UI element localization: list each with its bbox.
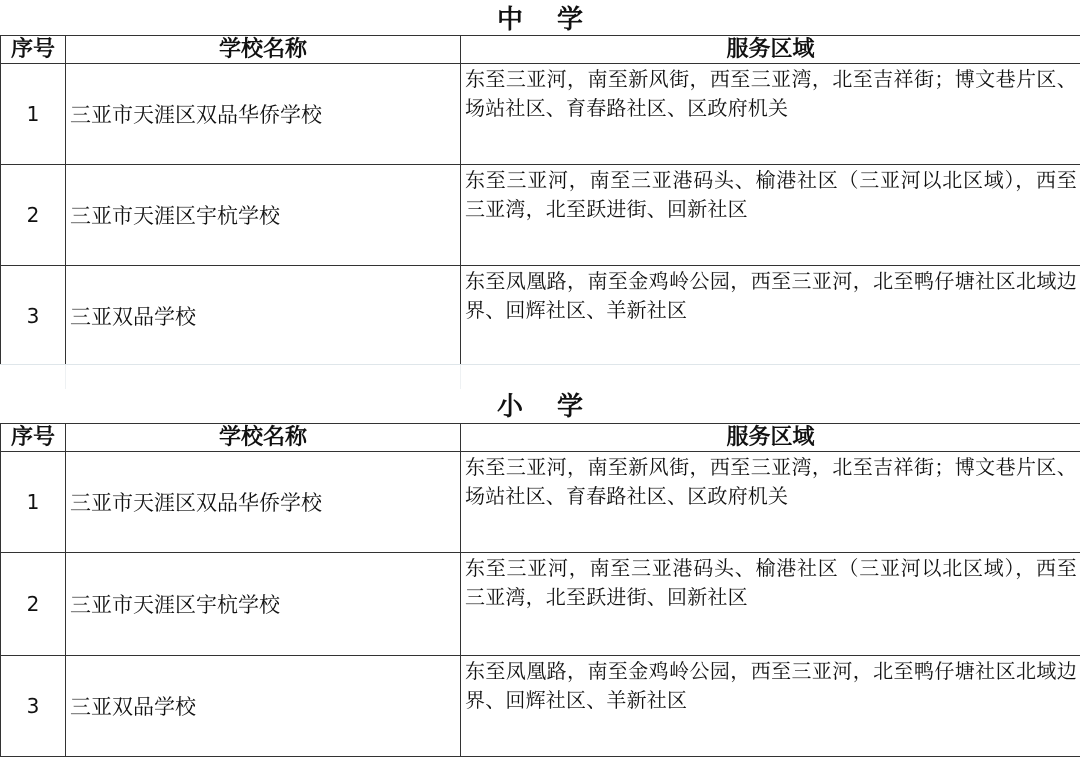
primary-school-table xyxy=(0,423,1080,757)
table-row xyxy=(1,165,1080,266)
header-service-area: 服务区域 xyxy=(461,36,1080,64)
header-index: 序号 xyxy=(1,424,66,452)
row-school-name: 三亚双品学校 xyxy=(66,656,461,757)
header-school-name: 学校名称 xyxy=(66,36,461,64)
row-service-area: 东至三亚河，南至新风街，西至三亚湾，北至吉祥街；博文巷片区、场站社区、育春路社区、区政府机关 xyxy=(461,452,1080,553)
section-title-char: 小 xyxy=(496,392,523,422)
section-title-char: 中 xyxy=(496,5,523,35)
header-school-name: 学校名称 xyxy=(66,424,461,452)
table-row xyxy=(1,64,1080,165)
row-service-area: 东至三亚河，南至三亚港码头、榆港社区（三亚河以北区域），西至三亚湾，北至跃进街、回新社区 xyxy=(461,165,1080,266)
row-index: 3 xyxy=(1,656,66,757)
row-service-area: 东至凤凰路，南至金鸡岭公园，西至三亚河，北至鸭仔塘社区北域边界、回辉社区、羊新社区 xyxy=(461,266,1080,367)
table-header-row xyxy=(1,424,1080,452)
row-service-area: 东至凤凰路，南至金鸡岭公园，西至三亚河，北至鸭仔塘社区北域边界、回辉社区、羊新社区 xyxy=(461,656,1080,757)
table-row xyxy=(1,452,1080,553)
section-title-char: 学 xyxy=(557,5,584,35)
row-service-area: 东至三亚河，南至三亚港码头、榆港社区（三亚河以北区域），西至三亚湾，北至跃进街、回新社区 xyxy=(461,553,1080,656)
header-index: 序号 xyxy=(1,36,66,64)
table-row xyxy=(1,656,1080,757)
row-school-name: 三亚市天涯区双品华侨学校 xyxy=(66,64,461,165)
section-title-primary-school xyxy=(0,390,1080,424)
row-service-area: 东至三亚河，南至新风街，西至三亚湾，北至吉祥街；博文巷片区、场站社区、育春路社区、区政府机关 xyxy=(461,64,1080,165)
row-index: 1 xyxy=(1,452,66,553)
middle-school-table xyxy=(0,35,1080,367)
table-row xyxy=(1,266,1080,367)
row-school-name: 三亚市天涯区双品华侨学校 xyxy=(66,452,461,553)
section-title-char: 学 xyxy=(557,392,584,422)
row-school-name: 三亚市天涯区宇杭学校 xyxy=(66,553,461,656)
section-spacer xyxy=(0,364,1080,389)
table-row xyxy=(1,553,1080,656)
row-index: 3 xyxy=(1,266,66,367)
row-school-name: 三亚双品学校 xyxy=(66,266,461,367)
section-title-middle-school xyxy=(0,3,1080,37)
row-index: 1 xyxy=(1,64,66,165)
row-index: 2 xyxy=(1,553,66,656)
row-school-name: 三亚市天涯区宇杭学校 xyxy=(66,165,461,266)
row-index: 2 xyxy=(1,165,66,266)
table-header-row xyxy=(1,36,1080,64)
header-service-area: 服务区域 xyxy=(461,424,1080,452)
